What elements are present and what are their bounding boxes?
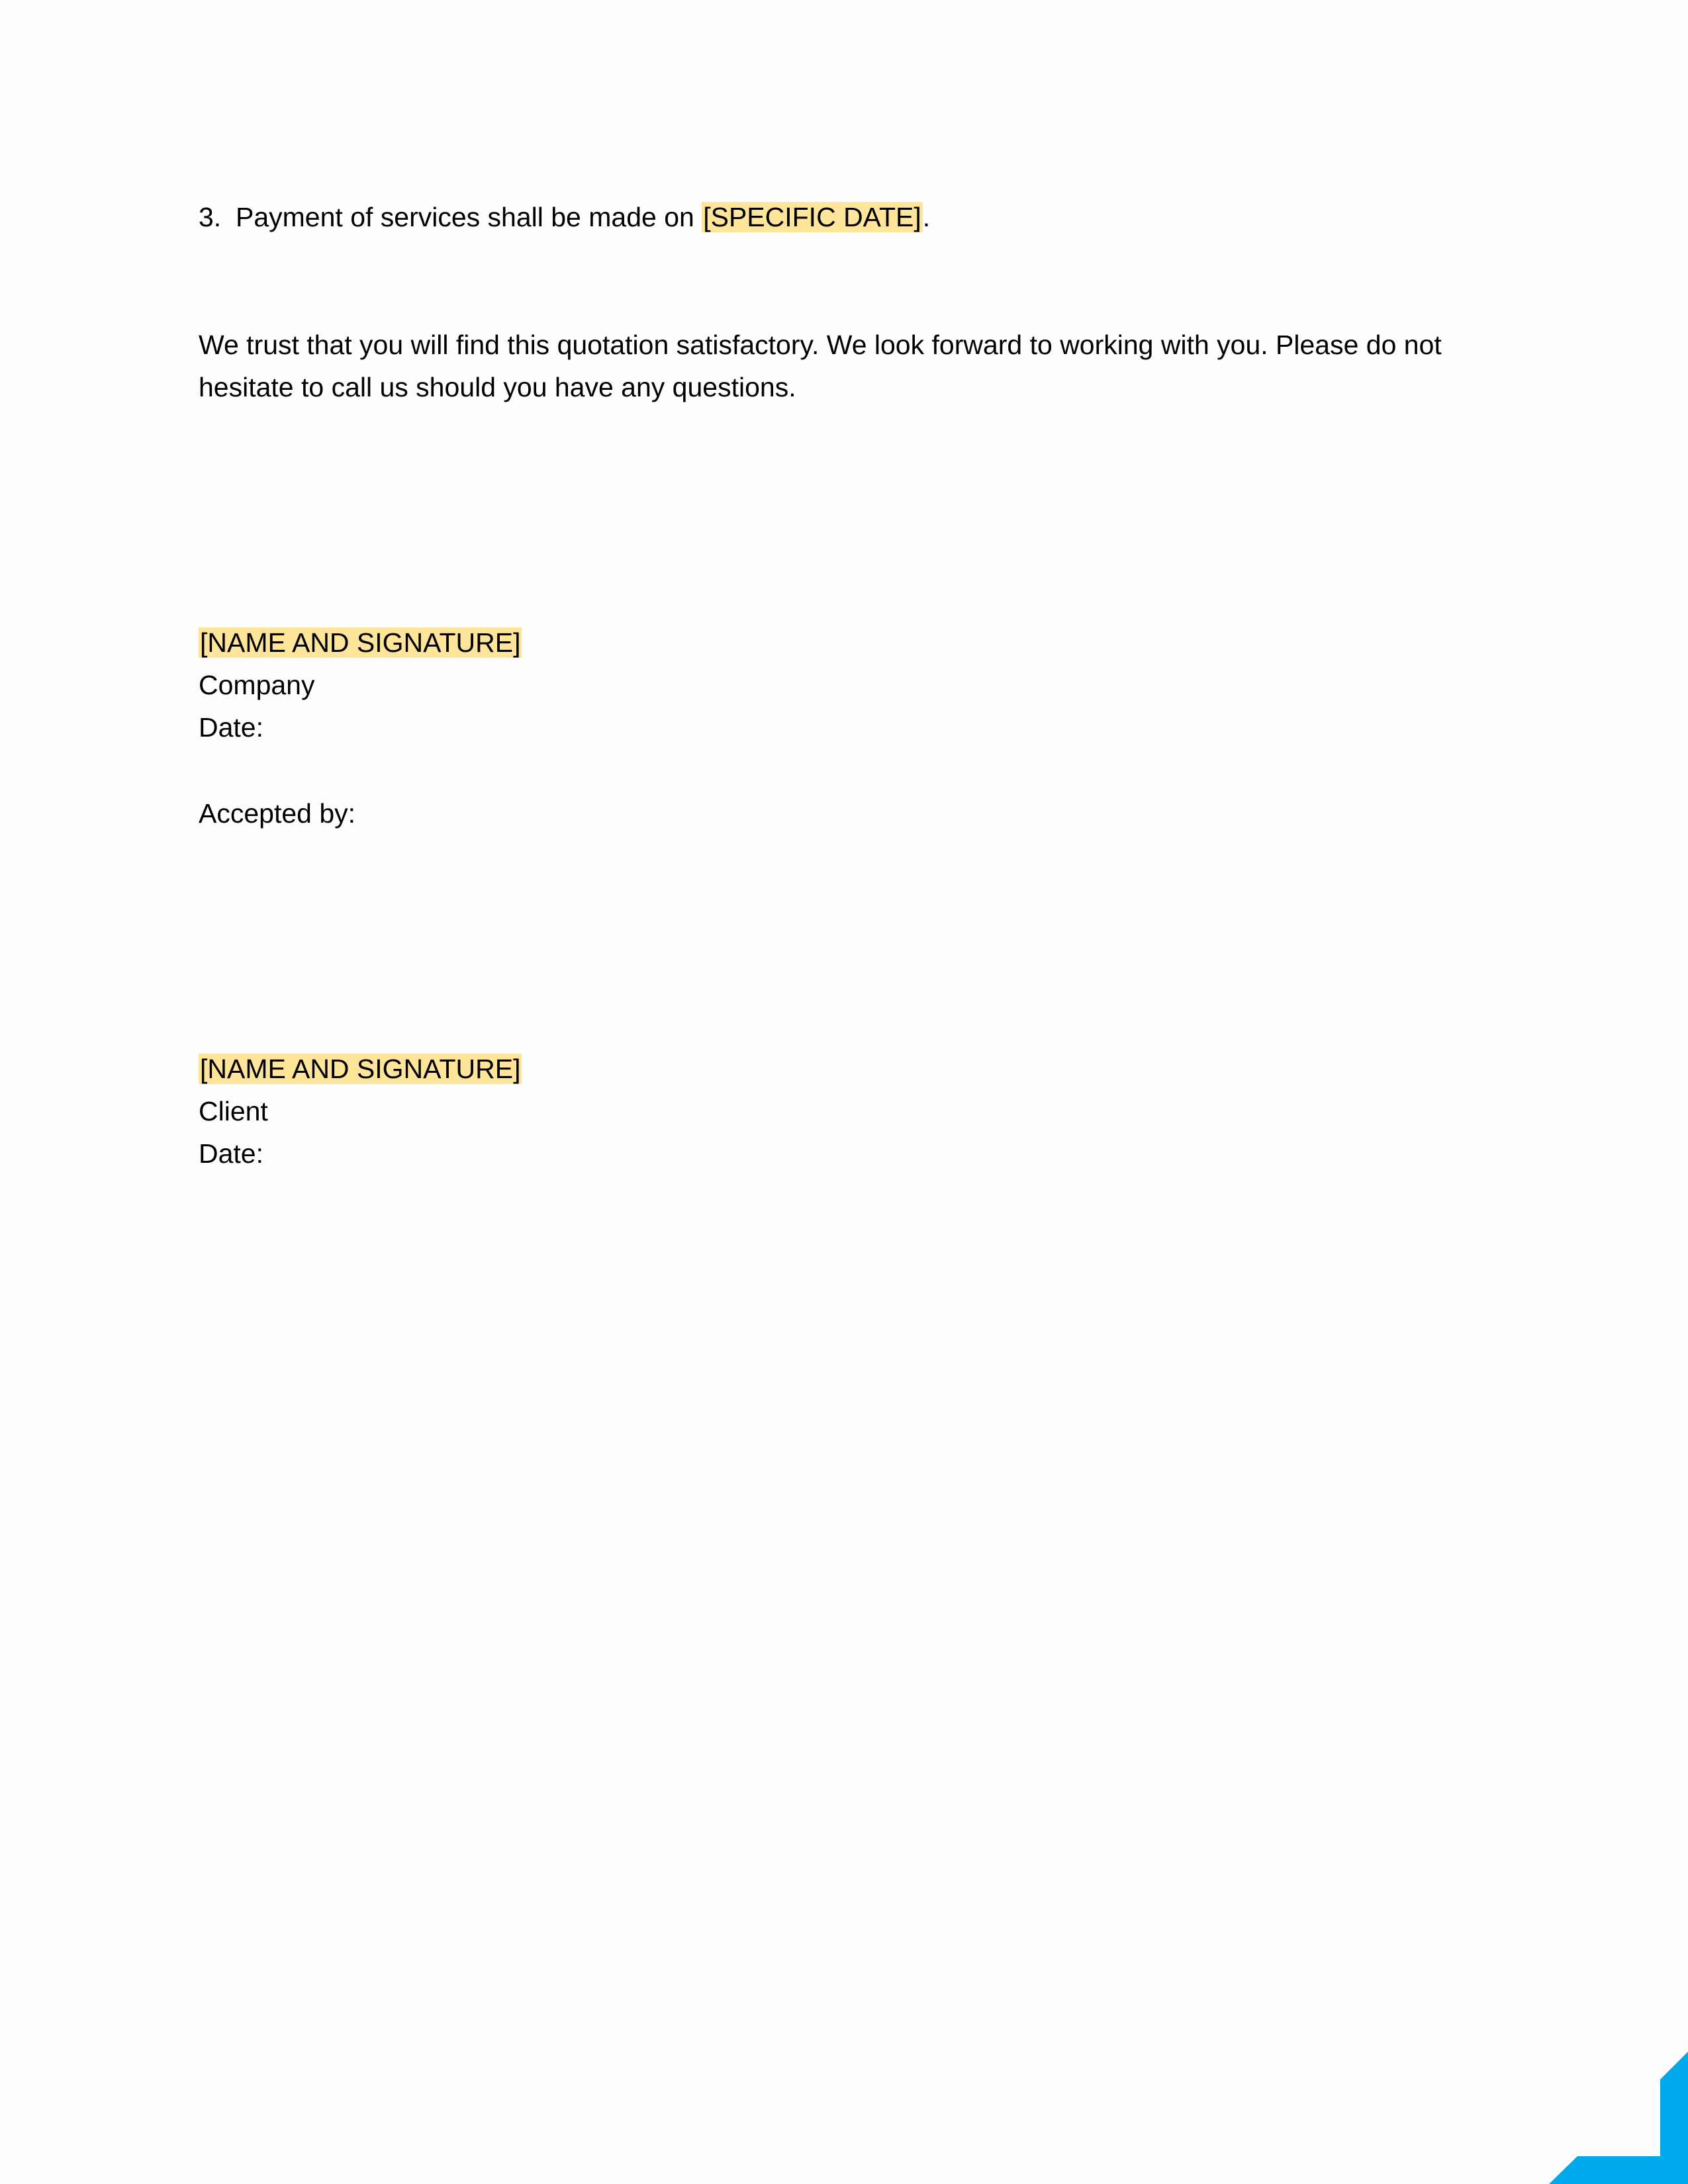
corner-accent-shape xyxy=(1549,2052,1688,2184)
client-name-signature-placeholder: [NAME AND SIGNATURE] xyxy=(200,1054,521,1084)
client-date-label: Date: xyxy=(199,1138,263,1169)
company-name-signature-placeholder: [NAME AND SIGNATURE] xyxy=(200,627,521,658)
accepted-by-label: Accepted by: xyxy=(199,798,356,829)
payment-clause-period: . xyxy=(922,202,931,232)
company-date-label: Date: xyxy=(199,712,263,743)
payment-clause-text: Payment of services shall be made on xyxy=(236,202,694,232)
company-signature-block xyxy=(199,621,522,749)
client-role-label: Client xyxy=(199,1096,268,1126)
corner-accent-graphic xyxy=(1549,2052,1688,2184)
payment-clause xyxy=(199,196,930,238)
specific-date-placeholder: [SPECIFIC DATE] xyxy=(703,202,921,232)
client-signature-block xyxy=(199,1048,522,1175)
list-item-number: 3. xyxy=(199,202,222,232)
company-role-label: Company xyxy=(199,670,315,700)
closing-paragraph: We trust that you will find this quotation satisfactory. We look forward to working with you. Please do not hesitate to call us should you have any questions. xyxy=(199,330,1442,402)
